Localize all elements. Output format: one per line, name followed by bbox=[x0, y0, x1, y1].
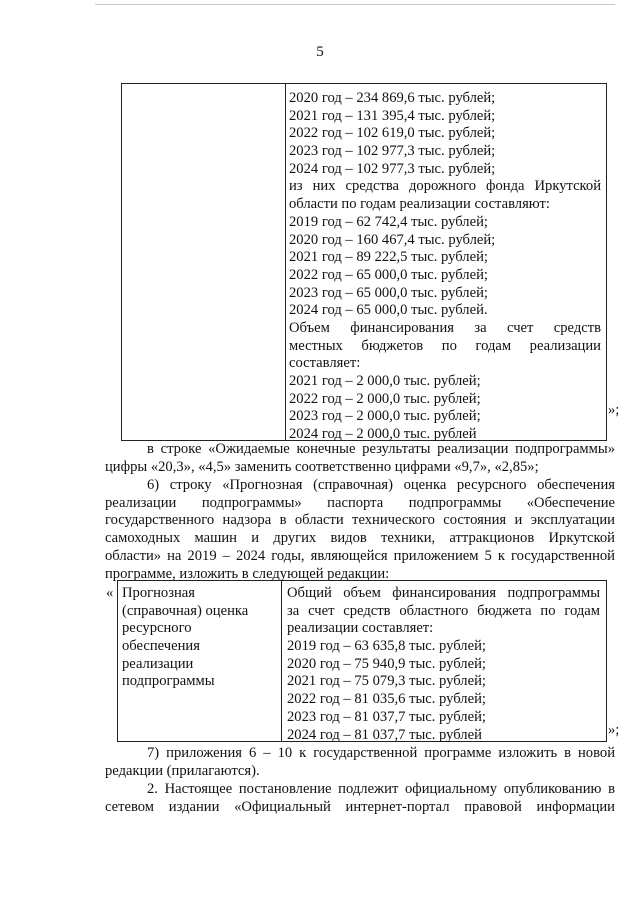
table-line: 2023 год – 65 000,0 тыс. рублей; bbox=[289, 284, 488, 301]
paragraph-6 bbox=[105, 477, 615, 583]
table-line: 2020 год – 75 940,9 тыс. рублей; bbox=[287, 655, 486, 672]
paragraph-expected-results bbox=[105, 441, 615, 476]
paragraph-line: реализации подпрограммы» паспорта подпрограммы «Обеспечение bbox=[105, 494, 615, 511]
table-left-line: обеспечения bbox=[122, 638, 200, 655]
table-left-cell bbox=[122, 84, 286, 440]
table-line: Объем финансирования за счет средств bbox=[289, 319, 601, 336]
paragraph-line: самоходных машин и других видов техники, аттракционов Иркутской bbox=[105, 530, 615, 547]
table-line: 2024 год – 102 977,3 тыс. рублей; bbox=[289, 160, 496, 177]
paragraph-7 bbox=[105, 745, 615, 780]
table-left-line: ресурсного bbox=[122, 620, 192, 637]
table-left-cell bbox=[118, 581, 282, 741]
table-line: из них средства дорожного фонда Иркутской bbox=[289, 178, 601, 195]
table-line: 2024 год – 2 000,0 тыс. рублей bbox=[289, 426, 477, 443]
opening-quote-mark: « bbox=[106, 585, 114, 601]
table-left-line: (справочная) оценка bbox=[122, 602, 249, 619]
paragraph-2 bbox=[105, 781, 615, 816]
financing-table-continued bbox=[121, 83, 607, 441]
table-left-text bbox=[118, 581, 281, 691]
paragraph-line: области» на 2019 – 2024 годы, являющейся приложением 5 к государственной bbox=[105, 547, 615, 564]
table-line: 2020 год – 160 467,4 тыс. рублей; bbox=[289, 231, 496, 248]
paragraph-line: сетевом издании «Официальный интернет-портал правовой информации bbox=[105, 798, 615, 815]
table-line: 2021 год – 89 222,5 тыс. рублей; bbox=[289, 249, 488, 266]
paragraph-line: программе, изложить в следующей редакции: bbox=[105, 565, 390, 582]
table-line: Общий объем финансирования подпрограммы bbox=[287, 585, 600, 601]
table-right-cell bbox=[287, 585, 600, 744]
page-number: 5 bbox=[316, 44, 324, 60]
table-line: 2019 год – 62 742,4 тыс. рублей; bbox=[289, 213, 488, 230]
table-line: местных бюджетов по годам реализации bbox=[289, 337, 601, 354]
closing-quote-mark: »; bbox=[608, 722, 620, 738]
paragraph-line: 6) строку «Прогнозная (справочная) оценка ресурсного обеспечения bbox=[147, 477, 615, 493]
table-line: 2021 год – 131 395,4 тыс. рублей; bbox=[289, 107, 496, 124]
table-line: 2023 год – 102 977,3 тыс. рублей; bbox=[289, 143, 496, 160]
table-line: 2024 год – 81 037,7 тыс. рублей bbox=[287, 726, 482, 743]
table-line: составляет: bbox=[289, 355, 361, 372]
table-left-line: подпрограммы bbox=[122, 673, 215, 690]
paragraph-line: 7) приложения 6 – 10 к государственной программе изложить в новой bbox=[147, 745, 615, 761]
table-line: 2021 год – 2 000,0 тыс. рублей; bbox=[289, 373, 481, 389]
table-line: 2020 год – 234 869,6 тыс. рублей; bbox=[289, 90, 496, 106]
table-line: 2024 год – 65 000,0 тыс. рублей. bbox=[289, 302, 488, 319]
scan-top-edge bbox=[95, 4, 615, 5]
paragraph-line: государственного надзора в области технического состояния и эксплуатации bbox=[105, 512, 615, 529]
paragraph-line: цифры «20,3», «4,5» заменить соответственно цифрами «9,7», «2,85»; bbox=[105, 458, 539, 475]
table-right-cell bbox=[289, 90, 601, 444]
closing-quote-mark: »; bbox=[608, 402, 620, 418]
table-left-line: Прогнозная bbox=[122, 585, 195, 601]
table-left-line: реализации bbox=[122, 655, 194, 672]
table-line: области по годам реализации составляют: bbox=[289, 196, 550, 213]
table-line: 2023 год – 2 000,0 тыс. рублей; bbox=[289, 408, 481, 425]
table-line: реализации составляет: bbox=[287, 620, 434, 637]
financing-table-new bbox=[117, 580, 607, 742]
paragraph-line: в строке «Ожидаемые конечные результаты реализации подпрограммы» bbox=[147, 441, 615, 457]
table-line: 2023 год – 81 037,7 тыс. рублей; bbox=[287, 708, 486, 725]
table-line: 2021 год – 75 079,3 тыс. рублей; bbox=[287, 673, 486, 690]
paragraph-line: редакции (прилагаются). bbox=[105, 762, 260, 779]
table-line: 2019 год – 63 635,8 тыс. рублей; bbox=[287, 638, 486, 655]
table-line: 2022 год – 81 035,6 тыс. рублей; bbox=[287, 691, 486, 708]
table-line: 2022 год – 102 619,0 тыс. рублей; bbox=[289, 125, 496, 142]
table-line: 2022 год – 2 000,0 тыс. рублей; bbox=[289, 390, 481, 407]
table-line: за счет средств областного бюджета по годам bbox=[287, 602, 600, 619]
table-line: 2022 год – 65 000,0 тыс. рублей; bbox=[289, 266, 488, 283]
paragraph-line: 2. Настоящее постановление подлежит официальному опубликованию в bbox=[147, 781, 615, 797]
